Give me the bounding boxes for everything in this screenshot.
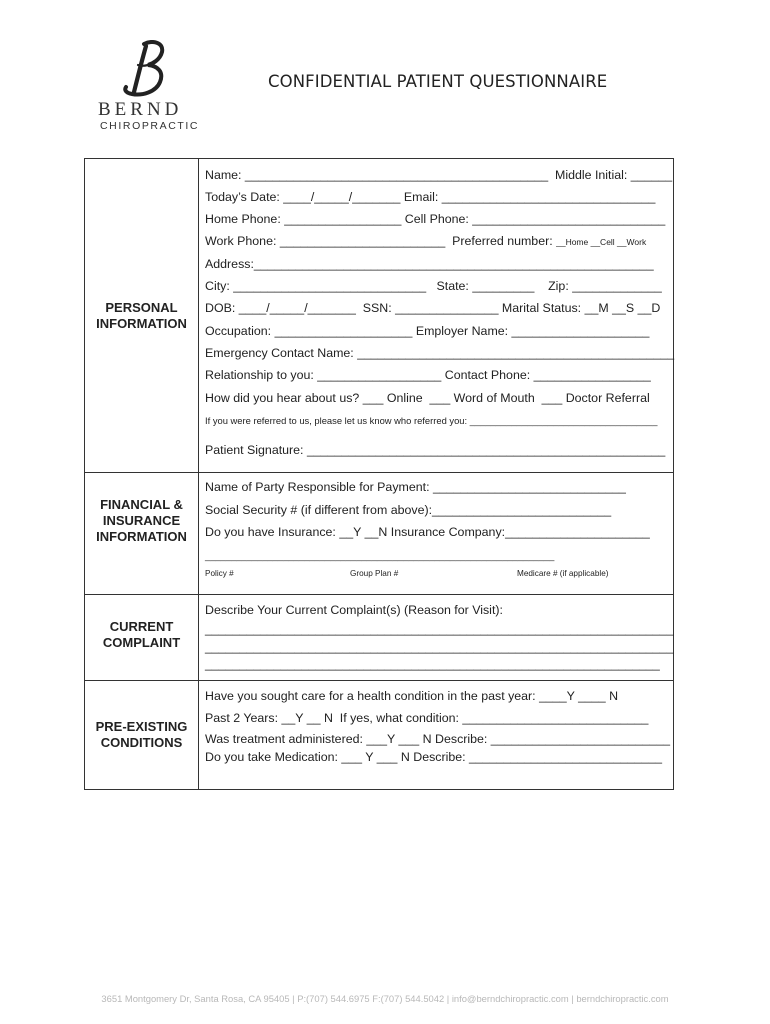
section-body-personal (199, 159, 673, 473)
complaint-prompt: Describe Your Current Complaint(s) (Reason for Visit): (205, 603, 503, 617)
logo-brand-text: BERND (98, 99, 183, 120)
insurance-company-field[interactable]: Do you have Insurance: __Y __N Insurance Company:_____________________ (205, 525, 650, 539)
logo-b-monogram-icon (122, 40, 172, 98)
complaint-line-2[interactable]: ____________________________________________________________________ (205, 640, 674, 654)
preferred-number-options[interactable]: __Home __Cell __Work (556, 237, 647, 247)
section-label-cell (85, 595, 199, 680)
address-field[interactable]: Address:__________________________________________________________ (205, 257, 654, 271)
work-phone-label: Work Phone: ________________________ Preferred number: (205, 234, 557, 248)
logo-sub-text: CHIROPRACTIC (100, 120, 200, 132)
home-cell-phone-field[interactable]: Home Phone: _________________ Cell Phone: ____________________________ (205, 212, 666, 226)
questionnaire-form (84, 158, 674, 790)
insurance-numbers-line[interactable]: ___________________________________________________________________ (205, 550, 555, 561)
responsible-party-field[interactable]: Name of Party Responsible for Payment: ____________________________ (205, 480, 626, 494)
past-two-years-field[interactable]: Past 2 Years: __Y __ N If yes, what condition: ___________________________ (205, 711, 649, 725)
complaint-line-1[interactable]: ____________________________________________________________________ (205, 622, 674, 636)
todays-date-email-field[interactable]: Today’s Date: ____/_____/_______ Email: _______________________________ (205, 190, 656, 204)
page-title: CONFIDENTIAL PATIENT QUESTIONNAIRE (268, 72, 608, 91)
section-body-preexisting (199, 681, 673, 789)
section-label-complaint: CURRENT COMPLAINT (102, 619, 181, 650)
emergency-contact-field[interactable]: Emergency Contact Name: ______________________________________________ (205, 346, 675, 360)
logo (98, 40, 198, 135)
name-field[interactable]: Name: ____________________________________________ Middle Initial: ______ (205, 168, 673, 182)
past-year-care-field[interactable]: Have you sought care for a health condition in the past year: ____Y ____ N (205, 689, 619, 703)
footer-contact-info: 3651 Montgomery Dr, Santa Rosa, CA 95405 | P:(707) 544.6975 F:(707) 544.5042 | info@berndchiropractic.com | berndchiropractic.com (101, 993, 669, 1004)
section-body-complaint (199, 595, 673, 681)
section-financial-insurance (85, 473, 673, 595)
section-preexisting-conditions (85, 681, 673, 789)
dob-ssn-marital-field[interactable]: DOB: ____/_____/_______ SSN: _______________ Marital Status: __M __S __D (205, 301, 661, 315)
treatment-administered-field[interactable]: Was treatment administered: ___Y ___ N Describe: __________________________ (205, 732, 670, 746)
work-phone-preferred-field[interactable] (205, 234, 646, 248)
section-body-financial (199, 473, 673, 595)
medication-field[interactable]: Do you take Medication: ___ Y ___ N Describe: ____________________________ (205, 750, 662, 764)
social-security-field[interactable]: Social Security # (if different from above):__________________________ (205, 503, 612, 517)
section-label-cell (85, 473, 199, 594)
occupation-employer-field[interactable]: Occupation: ____________________ Employer Name: ____________________ (205, 324, 650, 338)
patient-signature-field[interactable]: Patient Signature: ____________________________________________________ (205, 443, 666, 457)
caption-medicare: Medicare # (if applicable) (517, 569, 609, 578)
caption-policy: Policy # (205, 569, 234, 578)
section-current-complaint (85, 595, 673, 681)
complaint-line-3[interactable]: __________________________________________________________________ (205, 657, 660, 671)
section-label-personal: PERSONAL INFORMATION (96, 299, 187, 331)
caption-group-plan: Group Plan # (350, 569, 399, 578)
section-label-cell (85, 681, 199, 789)
relationship-contact-phone-field[interactable]: Relationship to you: __________________ Contact Phone: _________________ (205, 368, 651, 382)
referral-source-field[interactable]: How did you hear about us? ___ Online ___ Word of Mouth ___ Doctor Referral (205, 391, 650, 405)
section-label-cell (85, 159, 199, 472)
city-state-zip-field[interactable]: City: ____________________________ State: _________ Zip: _____________ (205, 279, 662, 293)
section-label-financial: FINANCIAL & INSURANCE INFORMATION (96, 497, 187, 544)
section-personal-information (85, 159, 673, 473)
section-label-preexisting: PRE-EXISTING CONDITIONS (95, 719, 188, 750)
referred-by-field[interactable]: If you were referred to us, please let us know who referred you: ____________________________________ (205, 415, 658, 426)
